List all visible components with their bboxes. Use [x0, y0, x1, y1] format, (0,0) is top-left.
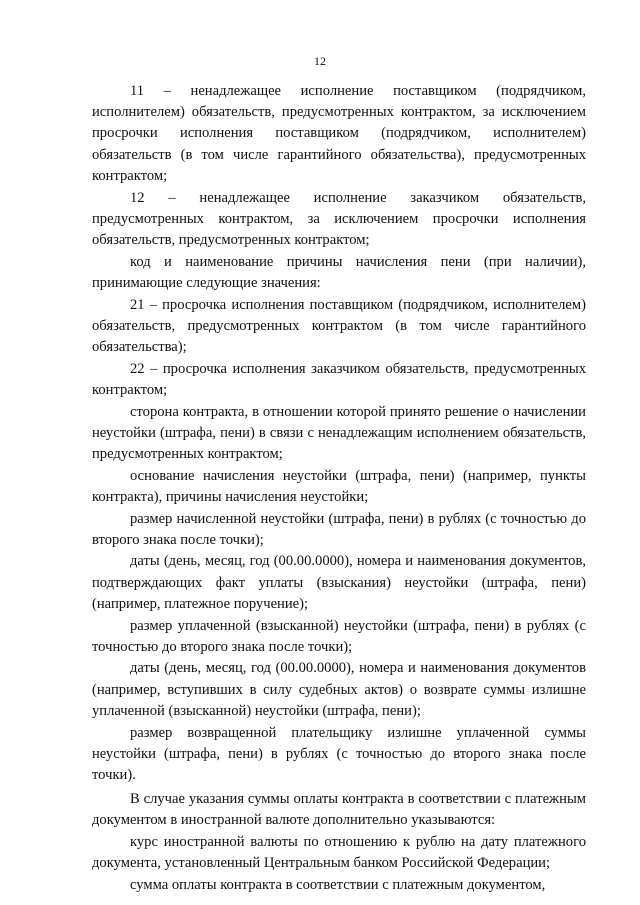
paragraph: 11 – ненадлежащее исполнение поставщиком (подрядчиком, исполнителем) обязательств, предусмотренных контрактом, за исключением просрочки исполнения поставщиком (подрядчиком, исполнителем) обязательств (в том числе гарантийного обязательства), предусмотренных контрактом; — [92, 83, 586, 184]
paragraph: сторона контракта, в отношении которой принято решение о начислении неустойки (штрафа, пени) в связи с ненадлежащим исполнением обязательств, предусмотренных контрактом; — [92, 403, 586, 462]
paragraph: даты (день, месяц, год (00.00.0000), номера и наименования документов (например, вступивших в силу судебных актов) о возврате суммы излишне уплаченной (взысканной) неустойки (штрафа, пени); — [92, 660, 586, 719]
document-body — [92, 81, 586, 897]
paragraph: курс иностранной валюты по отношению к рублю на дату платежного документа, установленный Центральным банком Российской Федерации; — [92, 834, 586, 872]
page-number: 12 — [314, 54, 326, 68]
paragraph: даты (день, месяц, год (00.00.0000), номера и наименования документов, подтверждающих факт уплаты (взыскания) неустойки (штрафа, пени) (например, платежное поручение); — [92, 553, 586, 612]
paragraph: код и наименование причины начисления пени (при наличии), принимающие следующие значения: — [92, 253, 586, 291]
paragraph: 22 – просрочка исполнения заказчиком обязательств, предусмотренных контрактом; — [92, 360, 586, 398]
paragraph: сумма оплаты контракта в соответствии с платежным документом, — [130, 877, 546, 894]
paragraph: 21 – просрочка исполнения поставщиком (подрядчиком, исполнителем) обязательств, предусмотренных контрактом (в том числе гарантийного обязательства); — [92, 296, 586, 355]
paragraph: 12 – ненадлежащее исполнение заказчиком обязательств, предусмотренных контрактом, за исключением просрочки исполнения обязательств, предусмотренных контрактом; — [92, 189, 586, 248]
paragraph: основание начисления неустойки (штрафа, пени) (например, пункты контракта), причины начисления неустойки; — [92, 467, 586, 505]
paragraph: В случае указания суммы оплаты контракта в соответствии с платежным документом в иностранной валюте дополнительно указываются: — [92, 791, 586, 829]
paragraph: размер уплаченной (взысканной) неустойки (штрафа, пени) в рублях (с точностью до второго знака после точки); — [92, 617, 586, 655]
paragraph: размер возвращенной плательщику излишне уплаченной суммы неустойки (штрафа, пени) в рублях (с точностью до второго знака после точки). — [92, 724, 586, 783]
paragraph: размер начисленной неустойки (штрафа, пени) в рублях (с точностью до второго знака после точки); — [92, 510, 586, 548]
